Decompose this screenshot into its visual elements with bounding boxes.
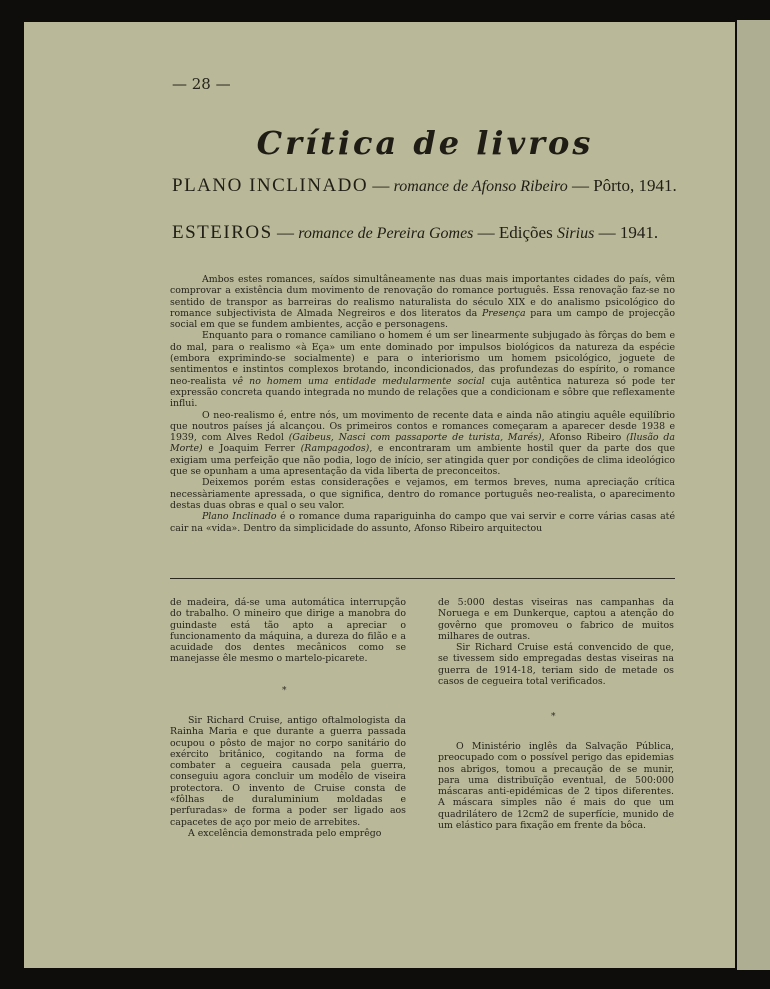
review-heading-plano-inclinado <box>172 175 682 197</box>
paragraph <box>170 410 675 478</box>
text: e Joaquim Ferrer <box>202 443 295 455</box>
paragraph <box>170 274 675 330</box>
paragraph <box>170 511 675 534</box>
paragraph <box>170 330 675 409</box>
text: Enquanto para o romance camiliano o homem é um ser linearmente subjugado às fôrças do bem e do mal, para o realismo «à Eça» um ente dominado por impulsos biológicos da natureza da espécie (embora exprimindo-se socialmente) e para o interiorismo um homem psicológico, joguete de sentimentos e instintos complexos brotando, incondicionados, das profundezas do espírito, o romance neo-realista <box>170 330 675 387</box>
book-genre-author: romance de Afonso Ribeiro <box>393 178 568 195</box>
left-column-text <box>170 715 406 839</box>
separator: — <box>368 176 394 195</box>
paragraph: Sir Richard Cruise está convencido de que, se tivessem sido empregadas destas viseiras na guerra de 1914-18, teriam sido de metade os casos de cegueira total verificados. <box>438 642 674 688</box>
page-title: Crítica de livros <box>256 124 594 162</box>
paragraph: Sir Richard Cruise, antigo oftalmologista da Rainha Maria e que durante a guerra passada ocupou o pôsto de major no corpo sanitário do exército britânico, cogitando na forma de combater a cegueira causada pela guerra, conseguiu agora concluir um modêlo de viseira protectora. O invento de Cruise consta de «fôlhas de duraluminium moldadas e perfuradas» de forma a poder ser ligado aos capacetes de aço por meio de arrebites. <box>170 715 406 828</box>
review-body <box>170 274 675 534</box>
book-title: ESTEIROS <box>172 222 273 243</box>
text: , e encontraram um ambiente hostil quer da parte dos que exigiam uma perfeição que não podia, logo de início, ser atingida quer por condições de clima ideológico que se opunham a uma apresentação da vida liberta de preconceitos. <box>170 443 675 478</box>
separator: — <box>272 223 299 242</box>
right-column-paragraph <box>438 741 674 831</box>
book-year: — 1941. <box>594 223 659 242</box>
page-number: — 28 — <box>172 75 231 93</box>
paragraph: Deixemos porém estas considerações e vejamos, em termos breves, numa apreciação crítica necessàriamente apressada, o que significa, dentro do romance português neo-realista, o aparecimento destas duas obras e qual o seu valor. <box>170 477 675 511</box>
paragraph: de 5:000 destas viseiras nas campanhas da Noruega e em Dunkerque, captou a atenção do govêrno que promoveu o fabrico de muitos milhares de outras. <box>438 597 674 642</box>
text: cuja autêntica natureza só pode ter expressão concreta quando integrada no mundo de relações que a condicionam e sôbre que reflexamente influi. <box>170 375 675 410</box>
book-title: PLANO INCLINADO <box>172 175 369 196</box>
paragraph: de madeira, dá-se uma automática interrupção do trabalho. O mineiro que dirige a manobra do guindaste está tão apto a apreciar o funcionamento da máquina, a dureza do filão e a acuidade dos dentes mecânicos como se manejasse êle mesmo o martelo-picarete. <box>170 597 406 665</box>
italic-text: (Rampagodos) <box>300 443 370 455</box>
paragraph: A excelência demonstrada pelo emprêgo <box>188 827 382 839</box>
left-column-paragraph <box>170 597 406 665</box>
italic-text: (Gaibeus, Nasci com passaporte de turista, Marés) <box>288 432 542 444</box>
text: é o romance duma rapariguinha do campo que vai servir e corre várias casas até cair na «vida». Dentro da simplicidade do assunto, Afonso Ribeiro arquitectou <box>170 511 676 534</box>
review-heading-esteiros <box>172 222 682 244</box>
italic-text: Presença <box>482 307 526 319</box>
italic-text: Plano Inclinado <box>202 511 277 523</box>
separator-asterisk: * <box>282 686 287 696</box>
book-publication: — Pôrto, 1941. <box>567 176 677 195</box>
italic-text: (Ilusão da Morte) <box>170 432 676 455</box>
text: para um campo de projecção social em que se fundem ambientes, acção e personagens. <box>170 307 675 331</box>
adjacent-page-edge <box>737 20 770 970</box>
book-publisher: Sirius <box>556 225 595 242</box>
separator-asterisk: * <box>551 712 556 722</box>
right-column-text <box>438 597 674 687</box>
text: Ambos estes romances, saídos simultâneamente nas duas mais importantes cidades do país, vêm comprovar a existência dum movimento de renovação do romance português. Essa renovação faz-se no sentido de transpor as barreiras do realismo naturalista do século XIX e do analismo psicológico do romance subjectivista de Almada Negreiros e dos literatos da <box>170 274 675 319</box>
italic-text: vê no homem uma entidade medularmente social <box>232 375 485 387</box>
section-divider <box>170 578 675 579</box>
paragraph: O Ministério inglês da Salvação Pública, preocupado com o possível perigo das epidemias nos abrigos, tomou a precaução de se munir, para uma distribuïção eventual, de 500:000 máscaras anti-epidémicas de 2 tipos diferentes. A máscara simples não é mais do que um quadrilátero de 12cm2 de superfície, munido de um elástico para fixação em frente da bôca. <box>438 741 674 832</box>
book-edition: — Edições <box>473 223 557 242</box>
text: , Afonso Ribeiro <box>541 432 622 444</box>
book-genre-author: romance de Pereira Gomes <box>298 225 474 242</box>
text: O neo-realismo é, entre nós, um movimento de recente data e ainda não atingiu aquêle equilíbrio que noutros países já alcançou. Os primeiros contos e romances começaram a aparecer desde 1938 e 1939, com Alves Redol <box>170 409 675 444</box>
